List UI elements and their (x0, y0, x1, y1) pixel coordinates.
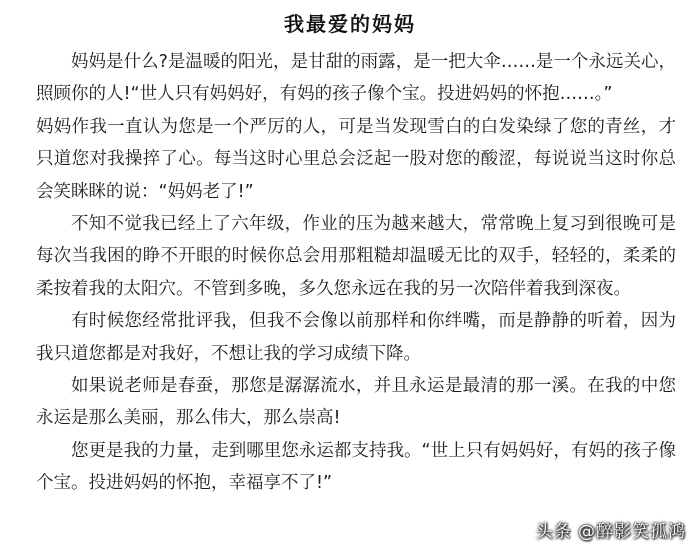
article-body (36, 46, 676, 500)
paragraph-4: 有时候您经常批评我，但我不会像以前那样和你绊嘴，而是静静的听着，因为我只道您都是对我好，不想让我的学习成绩下降。 (36, 311, 676, 364)
paragraph-2: 妈妈作我一直认为您是一个严厉的人，可是当发现雪白的白发染绿了您的青丝，才只道您对我操捽了心。每当这时心里总会泛起一股对您的酸涩，每说说当这时你总会笑眯眯的说：“妈妈老了!” (36, 116, 676, 202)
paragraph-6: 您更是我的力量，走到哪里您永运都支持我。“世上只有妈妈好，有妈的孩子像个宝。投进妈妈的怀抱，幸福享不了!” (36, 440, 676, 494)
page-title: 我最爱的妈妈 (284, 12, 416, 36)
watermark-text: 头条 @醉影笑孤鸿 (535, 522, 686, 542)
paragraph-5: 如果说老师是春蚕，那您是潺潺流水，并且永运是最清的那一溪。在我的中您永运是那么美丽，那么伟大，那么崇高! (36, 376, 676, 429)
paragraph-1: 妈妈是什么?是温暖的阳光，是甘甜的雨露，是一把大伞……是一个永远关心，照顾你的人!“世人只有妈妈好，有妈的孩子像个宝。投进妈妈的怀抱……。” (36, 52, 676, 105)
paragraph-3: 不知不觉我已经上了六年级，作业的压为越来越大，常常晚上复习到很晚可是每次当我困的睁不开眼的时候你总会用那粗糙却温暖无比的双手，轻轻的，柔柔的柔按着我的太阳穴。不管到多晚，多久您永远在我的另一次陪伴着我到深夜。 (36, 214, 676, 299)
